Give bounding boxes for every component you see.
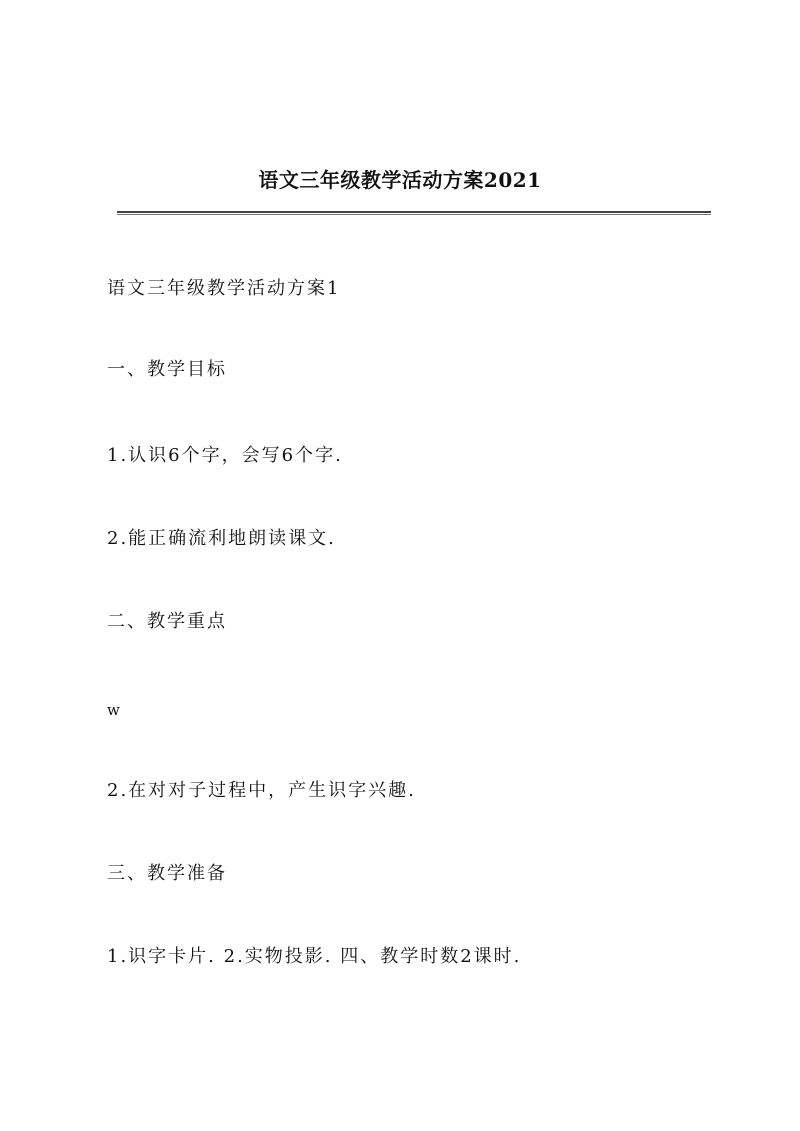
- section-heading-goals: 一、教学目标: [107, 359, 227, 380]
- document-title: 语文三年级教学活动方案2021: [258, 168, 542, 192]
- preparation-items: 1.识字卡片. 2.实物投影. 四、教学时数2课时.: [107, 946, 522, 967]
- title-divider-thin: [117, 214, 711, 215]
- stray-text: w: [107, 701, 122, 719]
- section-heading-preparation: 三、教学准备: [107, 863, 227, 884]
- title-divider: [117, 211, 711, 213]
- section-heading-focus: 二、教学重点: [107, 611, 227, 632]
- focus-item-2: 2.在对对子过程中，产生识字兴趣.: [107, 780, 416, 801]
- section-heading-plan: 语文三年级教学活动方案1: [107, 278, 341, 299]
- goal-item-2: 2.能正确流利地朗读课文.: [107, 528, 336, 549]
- goal-item-1: 1.认识6个字，会写6个字.: [107, 445, 343, 466]
